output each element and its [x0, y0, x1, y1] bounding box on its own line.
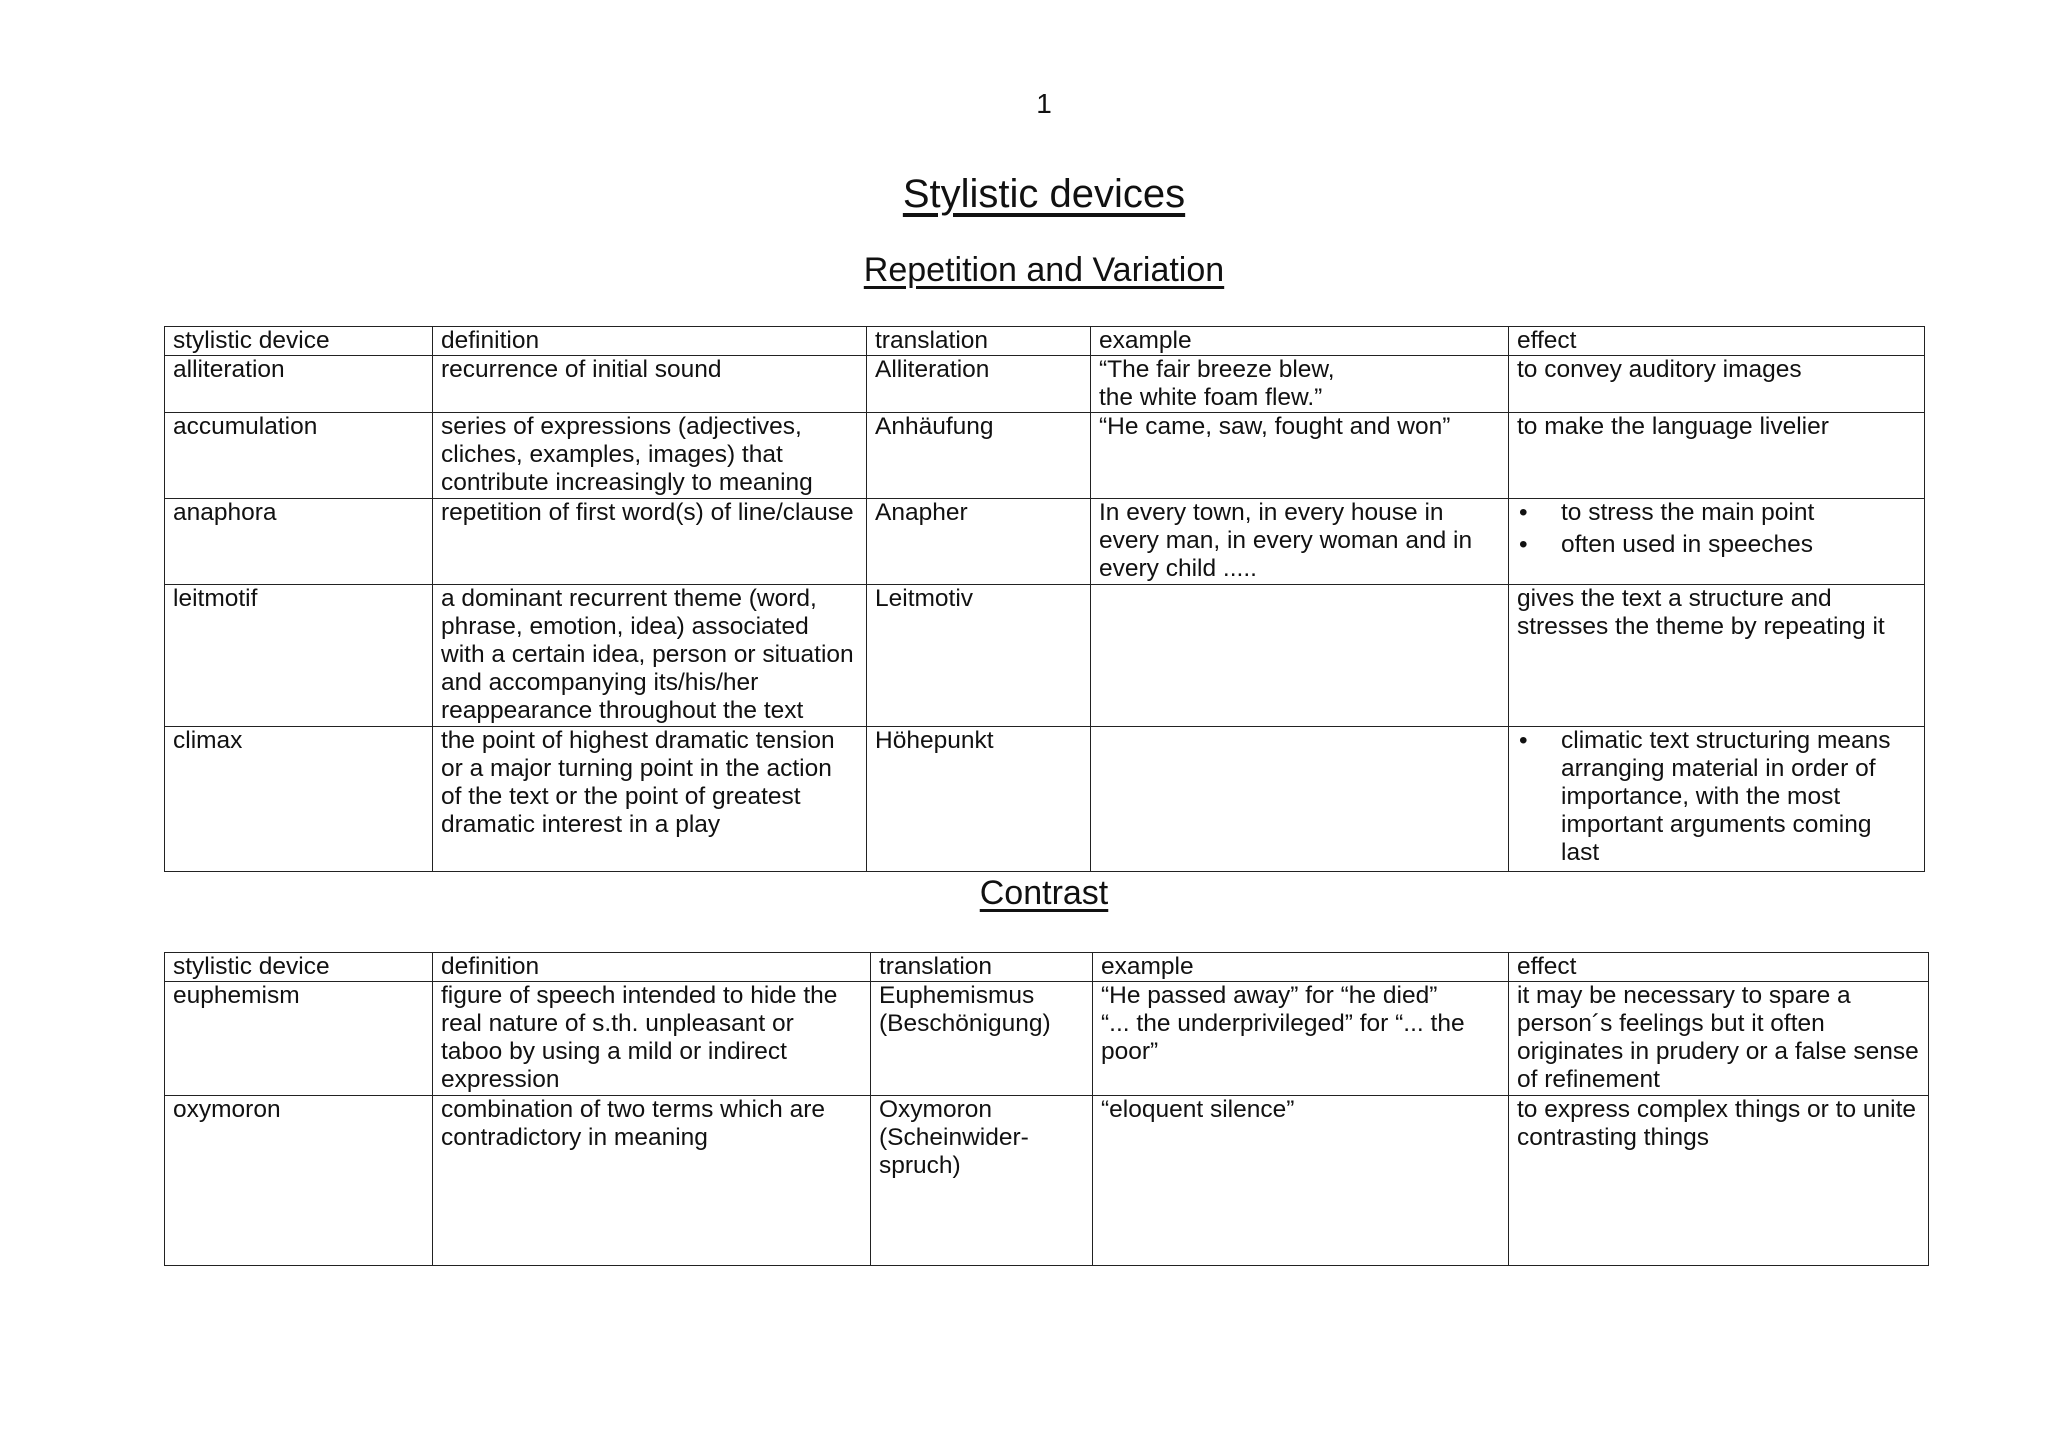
definition-cell: combination of two terms which are contradictory in meaning	[433, 1096, 871, 1266]
table-row	[165, 727, 1925, 872]
effect-bullet-list	[1517, 499, 1916, 559]
table-row	[165, 499, 1925, 585]
section-heading-repetition: Repetition and Variation	[863, 251, 1225, 289]
translation-cell: Höhepunkt	[867, 727, 1091, 872]
table-header-row	[165, 953, 1929, 982]
effect-cell: to make the language livelier	[1509, 413, 1925, 499]
definition-cell: repetition of first word(s) of line/clause	[433, 499, 867, 585]
definition-cell: the point of highest dramatic tension or a major turning point in the action of the text or the point of greatest dramatic interest in a play	[433, 727, 867, 872]
table-header-row	[165, 327, 1925, 356]
definition-cell: a dominant recurrent theme (word, phrase, emotion, idea) associated with a certain idea, person or situation and accompanying its/his/her reappearance throughout the text	[433, 585, 867, 727]
device-cell: euphemism	[165, 982, 433, 1096]
device-cell: oxymoron	[165, 1096, 433, 1266]
column-header: definition	[433, 327, 867, 356]
device-cell: accumulation	[165, 413, 433, 499]
column-header: effect	[1509, 953, 1929, 982]
definition-cell: figure of speech intended to hide the real nature of s.th. unpleasant or taboo by using a mild or indirect expression	[433, 982, 871, 1096]
table-row	[165, 1096, 1929, 1266]
effect-bullet-item: • climatic text structuring means arranging material in order of importance, with the most important arguments coming last	[1517, 727, 1916, 867]
column-header: translation	[867, 327, 1091, 356]
translation-cell: Anhäufung	[867, 413, 1091, 499]
translation-cell: Leitmotiv	[867, 585, 1091, 727]
column-header: stylistic device	[165, 953, 433, 982]
column-header: translation	[871, 953, 1093, 982]
table-row	[165, 356, 1925, 413]
page-title: Stylistic devices	[902, 172, 1186, 216]
example-cell: “eloquent silence”	[1093, 1096, 1509, 1266]
translation-cell: Euphemismus (Beschönigung)	[871, 982, 1093, 1096]
effect-bullet-item: • to stress the main point	[1517, 499, 1916, 527]
effect-cell: to express complex things or to unite contrasting things	[1509, 1096, 1929, 1266]
column-header: effect	[1509, 327, 1925, 356]
page-number: 1	[1036, 88, 1052, 119]
section-heading-contrast: Contrast	[979, 874, 1109, 912]
repetition-table	[164, 326, 1925, 872]
table-row	[165, 982, 1929, 1096]
definition-cell: recurrence of initial sound	[433, 356, 867, 413]
contrast-table	[164, 952, 1929, 1266]
translation-cell: Oxymoron (Scheinwider- spruch)	[871, 1096, 1093, 1266]
translation-cell: Alliteration	[867, 356, 1091, 413]
column-header: example	[1093, 953, 1509, 982]
effect-bullet-item: • often used in speeches	[1517, 531, 1916, 559]
example-cell: “He came, saw, fought and won”	[1091, 413, 1509, 499]
effect-cell	[1509, 499, 1925, 585]
device-cell: alliteration	[165, 356, 433, 413]
effect-cell	[1509, 727, 1925, 872]
example-cell	[1091, 727, 1509, 872]
device-cell: anaphora	[165, 499, 433, 585]
example-cell: “The fair breeze blew, the white foam flew.”	[1091, 356, 1509, 413]
device-cell: climax	[165, 727, 433, 872]
example-cell: In every town, in every house in every man, in every woman and in every child .....	[1091, 499, 1509, 585]
example-cell	[1091, 585, 1509, 727]
translation-cell: Anapher	[867, 499, 1091, 585]
effect-cell: gives the text a structure and stresses the theme by repeating it	[1509, 585, 1925, 727]
table-row	[165, 585, 1925, 727]
effect-cell: to convey auditory images	[1509, 356, 1925, 413]
column-header: stylistic device	[165, 327, 433, 356]
table-row	[165, 413, 1925, 499]
effect-bullet-list	[1517, 727, 1916, 867]
definition-cell: series of expressions (adjectives, cliches, examples, images) that contribute increasingly to meaning	[433, 413, 867, 499]
device-cell: leitmotif	[165, 585, 433, 727]
column-header: definition	[433, 953, 871, 982]
effect-cell: it may be necessary to spare a person´s feelings but it often originates in prudery or a false sense of refinement	[1509, 982, 1929, 1096]
example-cell: “He passed away” for “he died” “... the underprivileged” for “... the poor”	[1093, 982, 1509, 1096]
column-header: example	[1091, 327, 1509, 356]
